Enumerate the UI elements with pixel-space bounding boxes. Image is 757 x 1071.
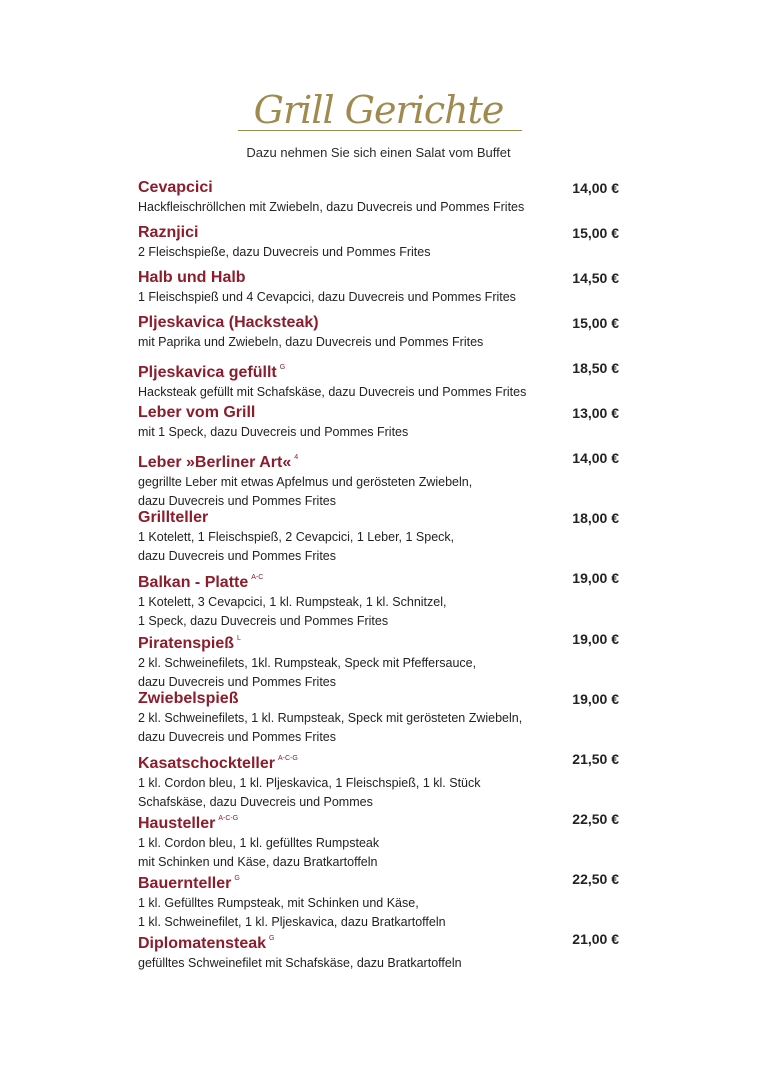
item-description: 2 Fleischspieße, dazu Duvecreis und Pommes Frites [138, 245, 431, 259]
menu-item [138, 508, 628, 566]
item-description: 1 Fleischspieß und 4 Cevapcici, dazu Duvecreis und Pommes Frites [138, 290, 516, 304]
page-subtitle: Dazu nehmen Sie sich einen Salat vom Buffet [246, 145, 511, 160]
item-name [138, 809, 628, 834]
allergen-note: 4 [294, 454, 299, 461]
menu-item [138, 178, 628, 217]
item-description: 1 kl. Gefülltes Rumpsteak, mit Schinken und Käse, [138, 896, 419, 910]
item-description: mit Paprika und Zwiebeln, dazu Duvecreis und Pommes Frites [138, 335, 484, 349]
item-name-text: Leber vom Grill [138, 404, 256, 421]
menu-item [138, 313, 628, 352]
title-block [0, 88, 757, 136]
item-price: 19,00 € [572, 570, 619, 586]
item-name [138, 869, 628, 894]
allergen-note: G [279, 364, 286, 371]
item-price: 18,00 € [572, 510, 619, 526]
item-price: 13,00 € [572, 405, 619, 421]
item-description: 1 Kotelett, 1 Fleischspieß, 2 Cevapcici, 1 Leber, 1 Speck, [138, 530, 455, 544]
item-price: 15,00 € [572, 225, 619, 241]
menu-item [138, 448, 628, 511]
item-price: 21,00 € [572, 931, 619, 947]
item-description: dazu Duvecreis und Pommes Frites [138, 549, 336, 563]
item-name [138, 629, 628, 654]
item-name [138, 448, 628, 473]
item-description: 1 kl. Schweinefilet, 1 kl. Pljeskavica, dazu Bratkartoffeln [138, 915, 446, 929]
item-description: dazu Duvecreis und Pommes Frites [138, 730, 336, 744]
item-name-text: Pljeskavica gefüllt [138, 364, 277, 381]
title-underline [238, 130, 522, 131]
item-name [138, 313, 628, 333]
item-description: Hacksteak gefüllt mit Schafskäse, dazu Duvecreis und Pommes Frites [138, 385, 527, 399]
allergen-note: A-C [251, 574, 264, 581]
item-description: dazu Duvecreis und Pommes Frites [138, 675, 336, 689]
item-name [138, 749, 628, 774]
item-name-text: Zwiebelspieß [138, 690, 239, 707]
item-description: Schafskäse, dazu Duvecreis und Pommes [138, 795, 373, 809]
menu-item [138, 809, 628, 872]
allergen-note: G [269, 935, 275, 942]
item-description: Hackfleischröllchen mit Zwiebeln, dazu Duvecreis und Pommes Frites [138, 200, 525, 214]
menu-item [138, 629, 628, 692]
item-name [138, 508, 628, 528]
item-name [138, 223, 628, 243]
allergen-note: A-C-G [218, 815, 239, 822]
allergen-note: A-C-G [277, 755, 298, 762]
item-name-text: Kasatschockteller [138, 755, 275, 772]
item-name [138, 178, 628, 198]
item-name-text: Grillteller [138, 509, 209, 526]
item-description: 2 kl. Schweinefilets, 1kl. Rumpsteak, Speck mit Pfeffersauce, [138, 656, 477, 670]
item-name [138, 568, 628, 593]
allergen-note: L [237, 635, 241, 642]
item-description: gegrillte Leber mit etwas Apfelmus und gerösteten Zwiebeln, [138, 475, 473, 489]
item-description: mit Schinken und Käse, dazu Bratkartoffeln [138, 855, 378, 869]
item-description: mit 1 Speck, dazu Duvecreis und Pommes Frites [138, 425, 409, 439]
item-description: gefülltes Schweinefilet mit Schafskäse, dazu Bratkartoffeln [138, 956, 462, 970]
menu-item [138, 403, 628, 442]
menu-item [138, 869, 628, 932]
item-name [138, 268, 628, 288]
item-price: 19,00 € [572, 631, 619, 647]
item-name-text: Leber »Berliner Art« [138, 454, 292, 471]
menu-item [138, 358, 628, 402]
item-price: 18,50 € [572, 360, 619, 376]
item-name [138, 403, 628, 423]
item-price: 14,50 € [572, 270, 619, 286]
item-name-text: Raznjici [138, 224, 199, 241]
item-name-text: Diplomatensteak [138, 935, 267, 952]
item-price: 22,50 € [572, 871, 619, 887]
item-price: 15,00 € [572, 315, 619, 331]
menu-item [138, 929, 628, 973]
item-name-text: Halb und Halb [138, 269, 246, 286]
item-price: 14,00 € [572, 180, 619, 196]
item-name [138, 929, 628, 954]
item-name-text: Piratenspieß [138, 635, 235, 652]
page-title: Grill Gerichte [253, 88, 504, 132]
item-description: 1 kl. Cordon bleu, 1 kl. Pljeskavica, 1 Fleischspieß, 1 kl. Stück [138, 776, 481, 790]
item-name-text: Pljeskavica (Hacksteak) [138, 314, 319, 331]
item-name [138, 689, 628, 709]
item-description: dazu Duvecreis und Pommes Frites [138, 494, 336, 508]
item-price: 14,00 € [572, 450, 619, 466]
item-description: 1 kl. Cordon bleu, 1 kl. gefülltes Rumpsteak [138, 836, 380, 850]
item-name-text: Cevapcici [138, 179, 213, 196]
item-price: 22,50 € [572, 811, 619, 827]
menu-item [138, 568, 628, 631]
allergen-note: G [234, 875, 240, 882]
item-description: 2 kl. Schweinefilets, 1 kl. Rumpsteak, Speck mit gerösteten Zwiebeln, [138, 711, 523, 725]
item-description: 1 Speck, dazu Duvecreis und Pommes Frites [138, 614, 389, 628]
item-price: 21,50 € [572, 751, 619, 767]
menu-item [138, 268, 628, 307]
item-name-text: Balkan - Platte [138, 574, 249, 591]
item-name-text: Hausteller [138, 815, 216, 832]
menu-item [138, 689, 628, 747]
item-name-text: Bauernteller [138, 875, 232, 892]
menu-item [138, 223, 628, 262]
item-price: 19,00 € [572, 691, 619, 707]
item-description: 1 Kotelett, 3 Cevapcici, 1 kl. Rumpsteak, 1 kl. Schnitzel, [138, 595, 447, 609]
menu-item [138, 749, 628, 812]
item-name [138, 358, 628, 383]
